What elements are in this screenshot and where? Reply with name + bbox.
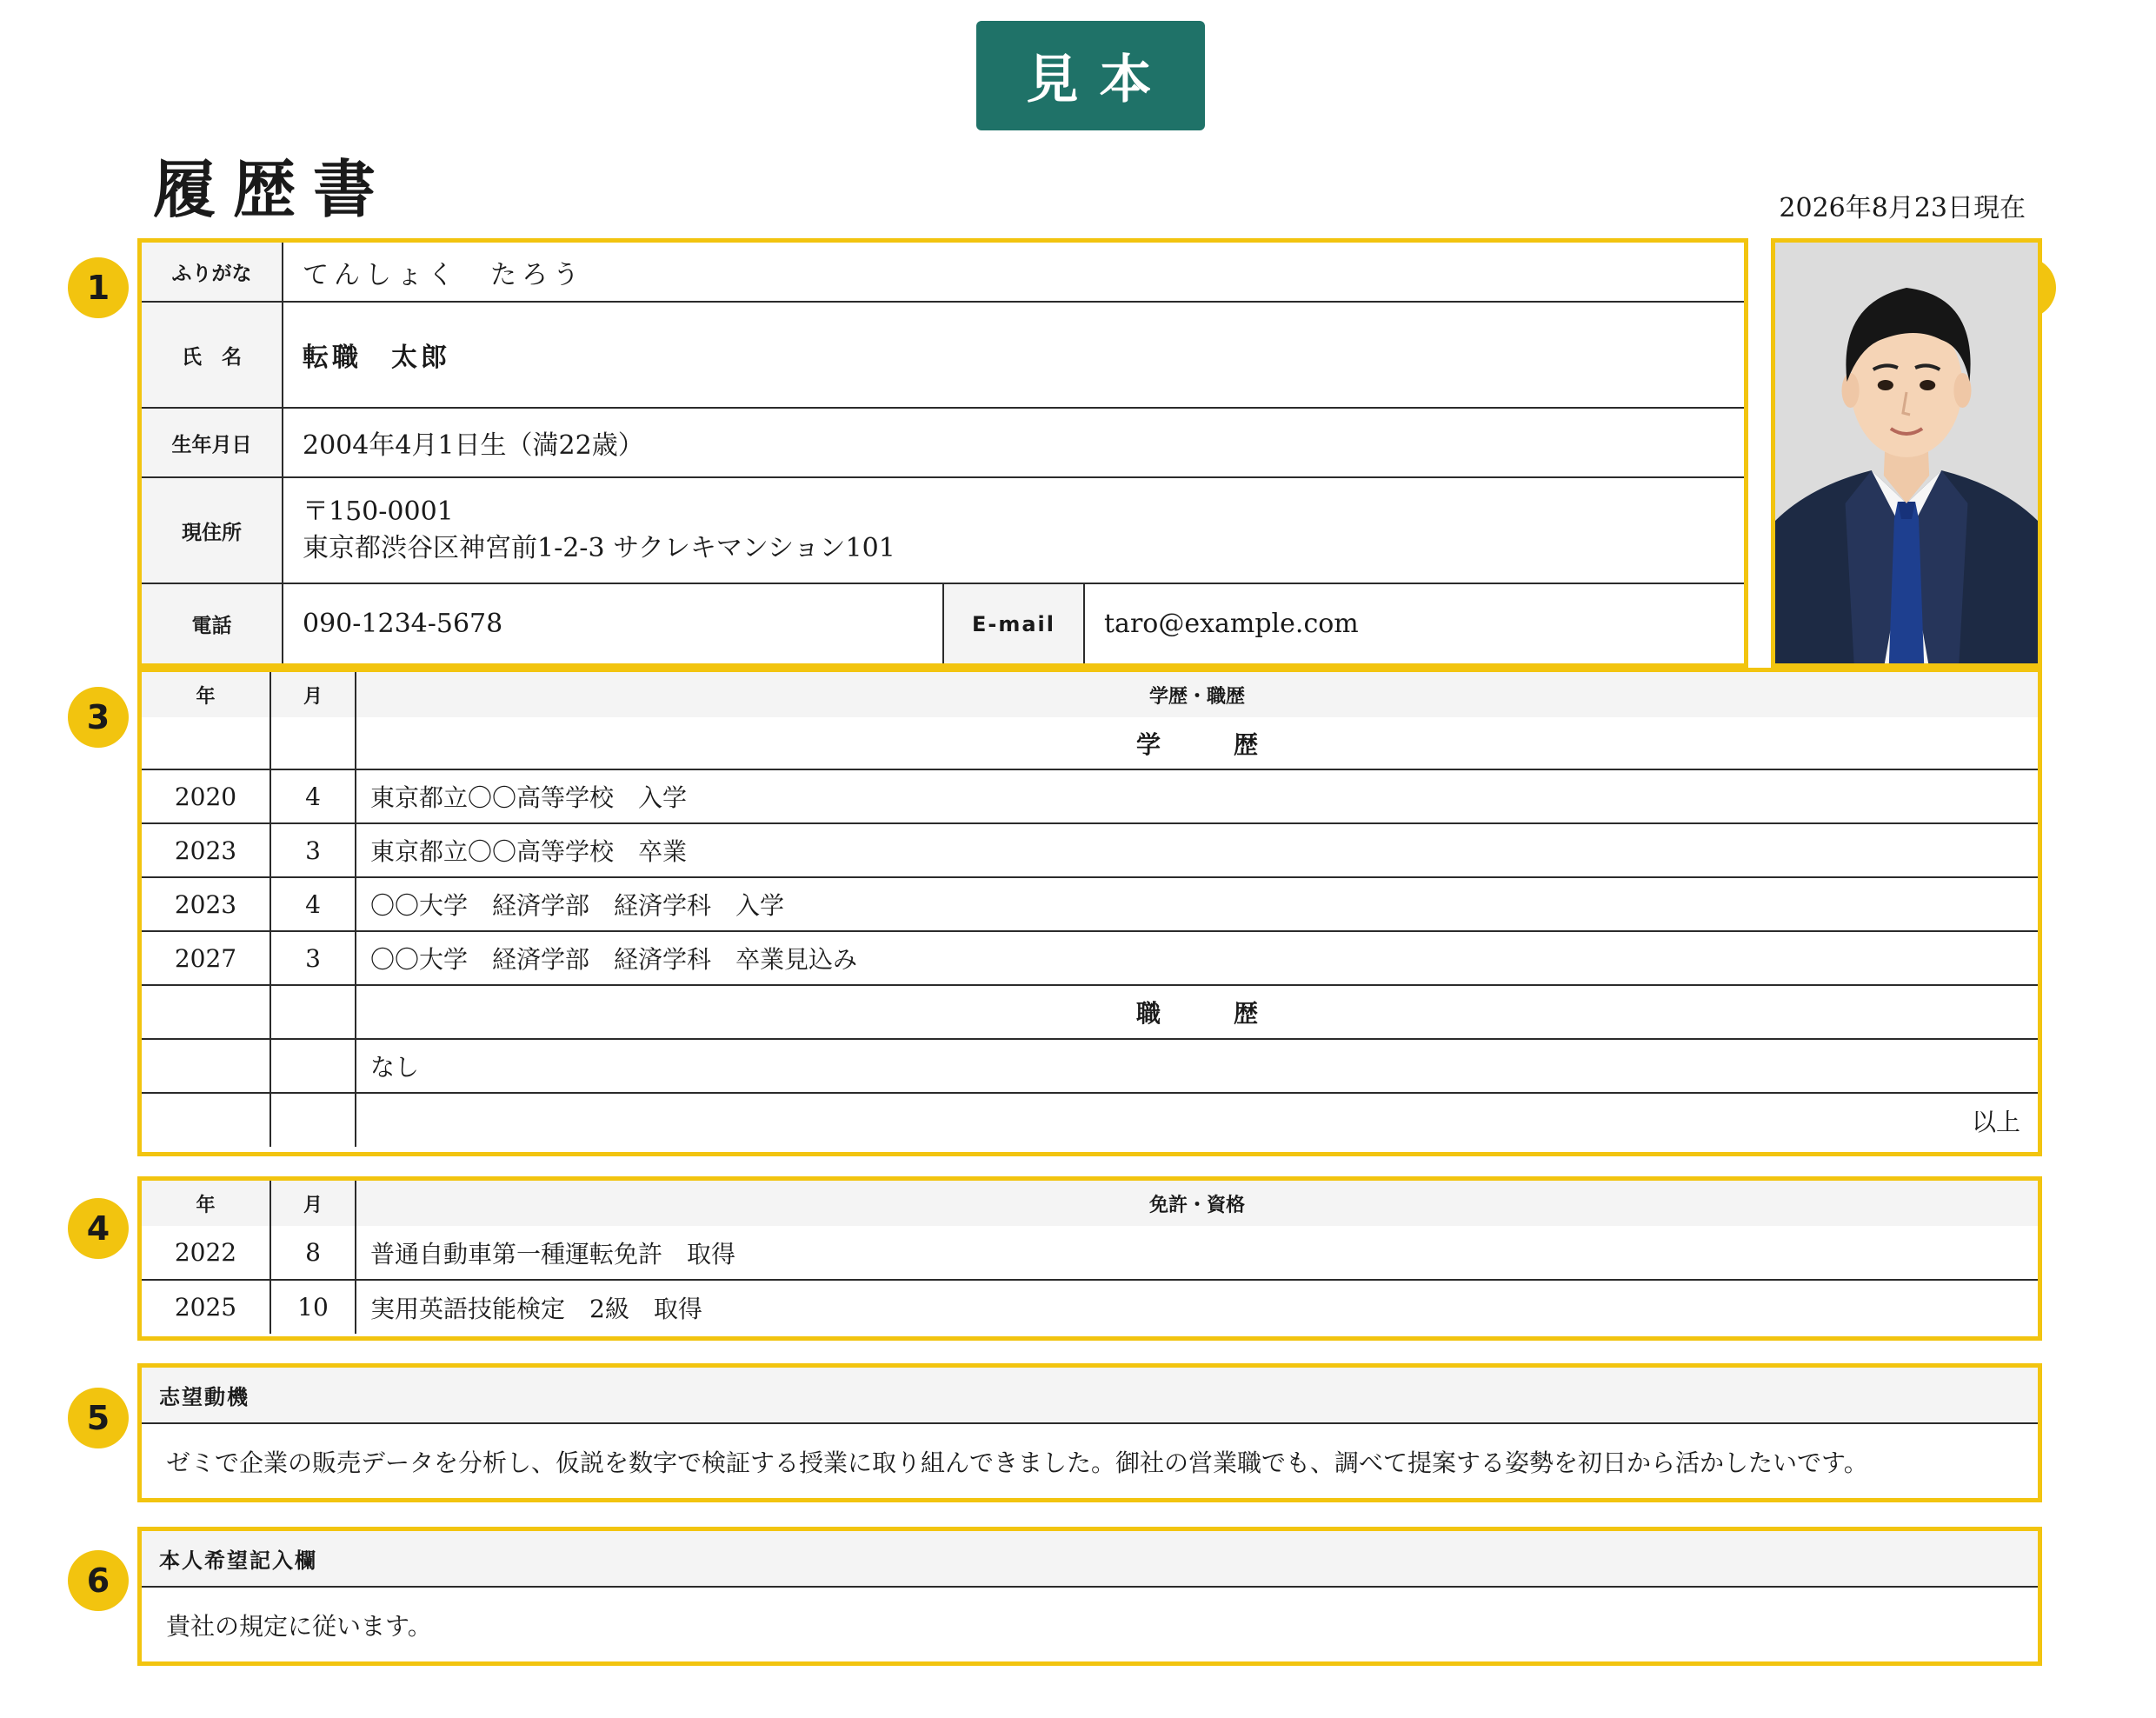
document-date: 2026年8月23日現在: [1779, 193, 2026, 223]
history-cell: [142, 985, 270, 1039]
marker-6: 6: [68, 1550, 129, 1611]
history-text: 〇〇大学 経済学部 経済学科 入学: [356, 877, 2038, 931]
birth-label: 生年月日: [142, 408, 283, 477]
history-table: [142, 672, 2038, 1147]
license-year: 2022: [142, 1226, 270, 1280]
license-col-year: 年: [142, 1181, 270, 1226]
marker-5: 5: [68, 1388, 129, 1448]
licenses-table: [142, 1181, 2038, 1334]
marker-4: 4: [68, 1198, 129, 1259]
phone-value[interactable]: 090-1234-5678: [303, 609, 503, 639]
furigana-value[interactable]: てんしょく たろう: [283, 243, 1744, 302]
furigana-label: ふりがな: [142, 243, 283, 302]
request-section: [137, 1527, 2042, 1666]
license-month: 8: [270, 1226, 356, 1280]
table-row[interactable]: [142, 823, 2038, 877]
history-cell: [270, 985, 356, 1039]
work-heading: 職 歴: [356, 985, 2038, 1039]
history-month: 4: [270, 769, 356, 823]
address-line: 東京都渋谷区神宮前1-2-3 サクレキマンション101: [303, 533, 895, 563]
motivation-text[interactable]: ゼミで企業の販売データを分析し、仮説を数字で検証する授業に取り組んできました。御社の営業職でも、調べて提案する姿勢を初日から活かしたいです。: [166, 1448, 1868, 1477]
history-cell: [270, 717, 356, 769]
table-row[interactable]: [142, 985, 2038, 1039]
phone-label: 電話: [142, 583, 283, 663]
request-heading: 本人希望記入欄: [142, 1531, 2038, 1587]
license-col-content: 免許・資格: [356, 1181, 2038, 1226]
history-cell: [142, 1039, 270, 1093]
address-value[interactable]: [283, 477, 1744, 583]
personal-info-table: [142, 243, 1744, 663]
table-row[interactable]: [142, 769, 2038, 823]
postal-code: 〒150-0001: [303, 496, 454, 527]
motivation-heading: 志望動機: [142, 1368, 2038, 1423]
history-cell: [142, 1093, 270, 1147]
email-value[interactable]: taro@example.com: [1104, 609, 1359, 639]
work-none: なし: [356, 1039, 2038, 1093]
history-text: 〇〇大学 経済学部 経済学科 卒業見込み: [356, 931, 2038, 985]
education-heading: 学 歴: [1135, 729, 1282, 759]
photo-section[interactable]: [1771, 238, 2042, 668]
table-row[interactable]: [142, 1280, 2038, 1334]
license-col-month: 月: [270, 1181, 356, 1226]
history-month: 4: [270, 877, 356, 931]
license-month: 10: [270, 1280, 356, 1334]
license-text: 実用英語技能検定 2級 取得: [356, 1280, 2038, 1334]
history-text: 東京都立〇〇高等学校 入学: [356, 769, 2038, 823]
email-label: E-mail: [943, 583, 1084, 663]
motivation-table: [142, 1368, 2038, 1498]
history-year: 2023: [142, 877, 270, 931]
license-text: 普通自動車第一種運転免許 取得: [370, 1239, 736, 1269]
history-col-content: 学歴・職歴: [356, 672, 2038, 717]
history-text: 東京都立〇〇高等学校 卒業: [356, 823, 2038, 877]
history-col-month: 月: [270, 672, 356, 717]
history-month: 3: [270, 931, 356, 985]
licenses-section: [137, 1176, 2042, 1341]
table-row[interactable]: [142, 931, 2038, 985]
table-row[interactable]: [142, 877, 2038, 931]
history-year: 2027: [142, 931, 270, 985]
history-cell: [270, 1039, 356, 1093]
license-year: 2025: [142, 1280, 270, 1334]
history-section: [137, 668, 2042, 1156]
table-row[interactable]: [142, 1226, 2038, 1280]
marker-1: 1: [68, 257, 129, 318]
history-col-year: 年: [142, 672, 270, 717]
table-row[interactable]: [142, 1039, 2038, 1093]
sample-badge: 見本: [976, 21, 1205, 130]
history-year: 2020: [142, 769, 270, 823]
table-row[interactable]: [142, 1093, 2038, 1147]
address-label: 現住所: [142, 477, 283, 583]
document-title: 履歴書: [153, 152, 394, 226]
history-cell: [270, 1093, 356, 1147]
marker-3: 3: [68, 687, 129, 748]
name-value[interactable]: 転職 太郎: [283, 302, 1744, 408]
history-cell: [142, 717, 270, 769]
portrait-photo: [1775, 243, 2038, 663]
history-month: 3: [270, 823, 356, 877]
request-table: [142, 1531, 2038, 1661]
birth-value[interactable]: 2004年4月1日生（満22歳）: [283, 408, 1744, 477]
motivation-section: [137, 1363, 2042, 1502]
history-end: 以上: [356, 1093, 2038, 1147]
personal-info-section: [137, 238, 1748, 668]
request-text[interactable]: 貴社の規定に従います。: [166, 1611, 432, 1641]
history-year: 2023: [142, 823, 270, 877]
name-label: 氏 名: [142, 302, 283, 408]
